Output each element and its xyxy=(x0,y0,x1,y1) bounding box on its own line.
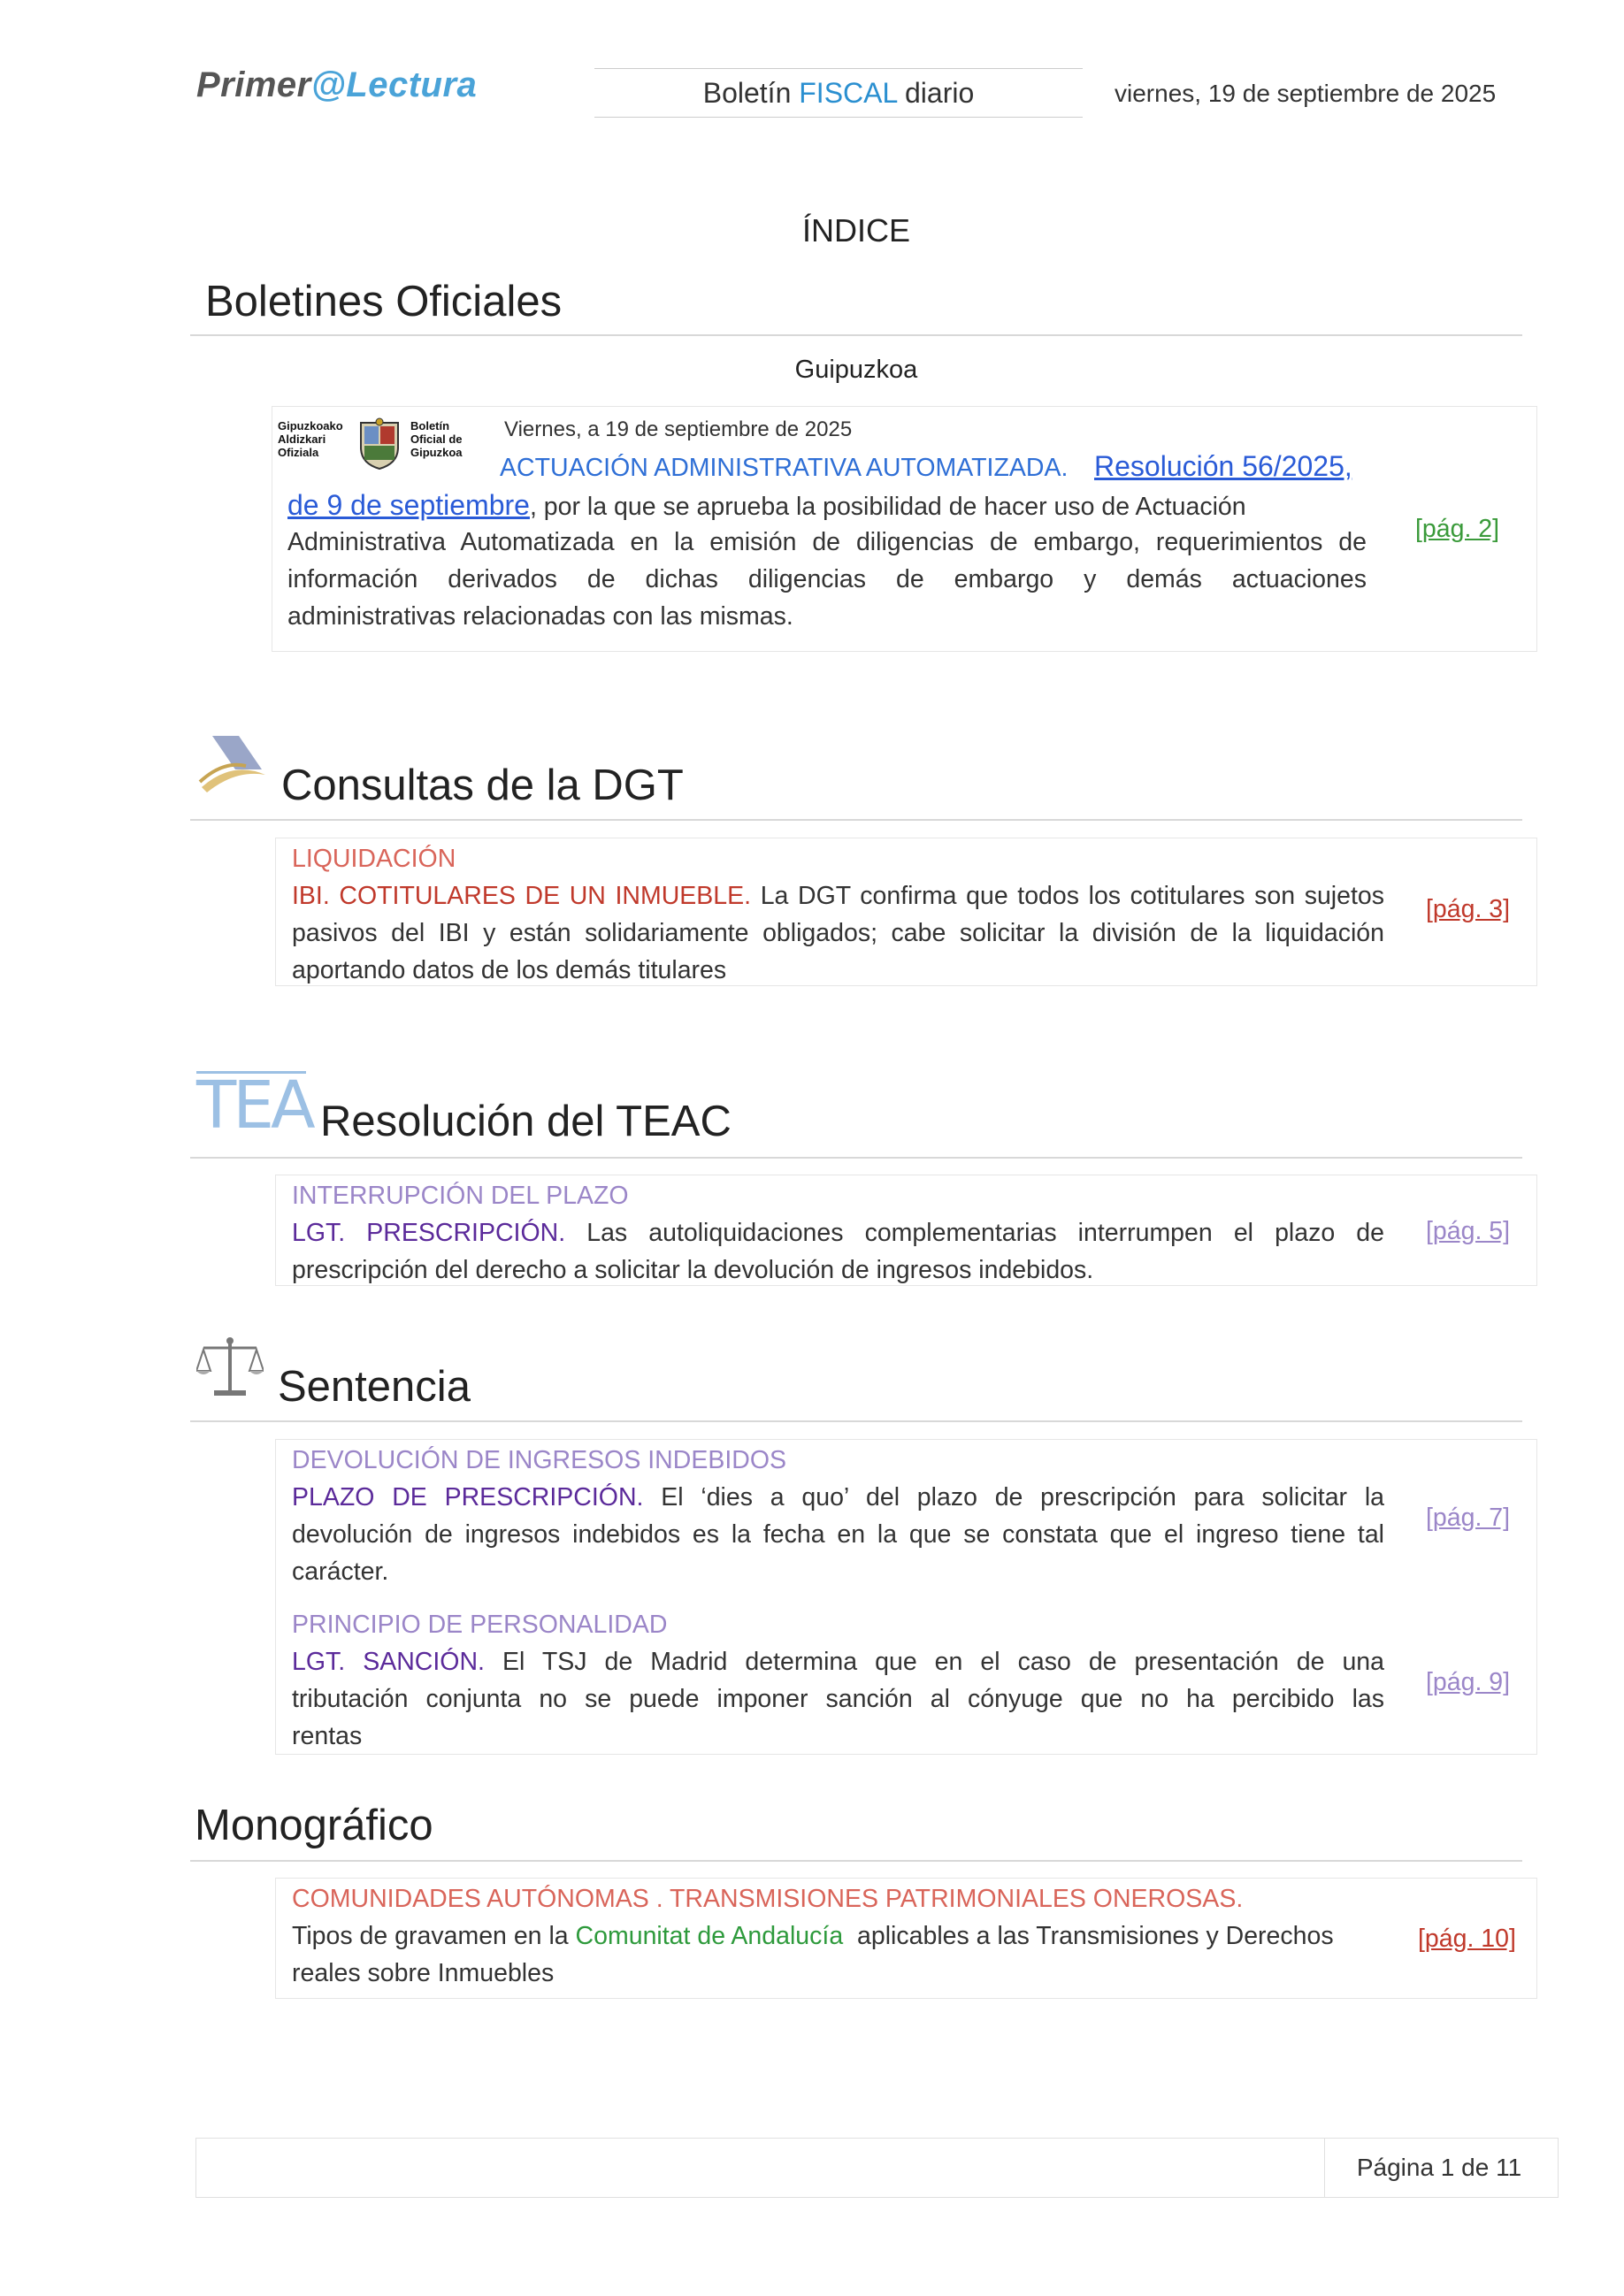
teac-topic: LGT. PRESCRIPCIÓN. xyxy=(292,1219,566,1247)
scales-of-justice-icon xyxy=(196,1336,264,1399)
dgt-category: LIQUIDACIÓN xyxy=(292,845,456,873)
resolucion-link[interactable]: Resolución 56/2025, xyxy=(1094,450,1352,482)
monografico-text-line1 xyxy=(292,1917,1389,1955)
sentencia-1-text-line1 xyxy=(292,1479,1384,1516)
monografico-highlight: Comunitat de Andalucía xyxy=(575,1922,844,1950)
sentencia-topic-2: LGT. SANCIÓN. xyxy=(292,1648,485,1676)
section-rule xyxy=(190,1157,1522,1159)
gipuzkoa-coat-of-arms-icon xyxy=(354,417,405,471)
agencia-tributaria-icon xyxy=(196,734,269,798)
header-title-part2: diario xyxy=(897,77,975,109)
bog-logo-line: Aldizkari xyxy=(278,432,326,446)
header-date: viernes, 19 de septiembre de 2025 xyxy=(1115,80,1497,107)
boletin-text-after-link: , por la que se aprueba la posibilidad de hacer uso de Actuación xyxy=(529,493,1246,521)
section-title-boletines: Boletines Oficiales xyxy=(205,278,563,325)
teac-category: INTERRUPCIÓN DEL PLAZO xyxy=(292,1182,629,1210)
bog-logo-left-text xyxy=(278,419,343,459)
primera-lectura-logo xyxy=(196,65,477,105)
page-number: Página 1 de 11 xyxy=(1356,2154,1522,2181)
dgt-text-line1 xyxy=(292,877,1384,915)
boletin-topic: ACTUACIÓN ADMINISTRATIVA AUTOMATIZADA. xyxy=(500,454,1069,482)
section-rule xyxy=(190,1420,1522,1422)
bog-logo-line: Ofiziala xyxy=(278,446,319,459)
dgt-topic: IBI. COTITULARES DE UN INMUEBLE. xyxy=(292,882,752,910)
teac-text-line1 xyxy=(292,1214,1384,1251)
boletin-text-line4: administrativas relacionadas con las mismas. xyxy=(287,602,793,631)
logo-text-primer: Primer xyxy=(196,65,311,104)
logo-text-lectura: Lectura xyxy=(346,65,478,104)
bog-logo-right-text xyxy=(410,419,463,459)
section-rule xyxy=(190,1860,1522,1862)
section-rule xyxy=(190,334,1522,336)
tea-logo xyxy=(196,1068,312,1144)
monografico-text-before: Tipos de gravamen en la xyxy=(292,1922,576,1950)
sentencia-topic-1: PLAZO DE PRESCRIPCIÓN. xyxy=(292,1483,644,1512)
sentencia-1-text-1: El ‘dies a quo’ del plazo de prescripción para solicitar la xyxy=(643,1483,1384,1512)
sentencia-1-text-line2: devolución de ingresos indebidos es la fecha en la que se constata que el ingreso tiene tal xyxy=(292,1520,1384,1549)
boletin-text-line3: información derivados de dichas diligencias de embargo y demás actuaciones xyxy=(287,565,1367,593)
page-link-teac[interactable]: [pág. 5] xyxy=(1426,1217,1511,1245)
resolucion-link-cont[interactable]: de 9 de septiembre xyxy=(287,489,530,521)
page-link-boletin[interactable]: [pág. 2] xyxy=(1415,515,1500,543)
dgt-text-1: La DGT confirma que todos los cotitulares son sujetos xyxy=(751,882,1384,910)
bog-logo-line: Boletín xyxy=(410,419,450,432)
region-heading: Guipuzkoa xyxy=(794,356,918,384)
dgt-text-line2: pasivos del IBI y están solidariamente obligados; cabe solicitar la división de la liquidación xyxy=(292,919,1384,947)
sentencia-category-2: PRINCIPIO DE PERSONALIDAD xyxy=(292,1611,668,1639)
page-link-sentencia-1[interactable]: [pág. 7] xyxy=(1426,1504,1511,1532)
page-link-dgt[interactable]: [pág. 3] xyxy=(1426,895,1511,923)
bog-logo-line: Gipuzkoako xyxy=(278,419,343,432)
monografico-text-line2: reales sobre Inmuebles xyxy=(292,1959,555,1987)
bog-logo xyxy=(276,417,479,472)
tea-logo-text: TEA xyxy=(196,1068,312,1144)
page-link-sentencia-2[interactable]: [pág. 9] xyxy=(1426,1668,1511,1696)
header-title-fiscal: FISCAL xyxy=(799,77,898,109)
section-title-dgt: Consultas de la DGT xyxy=(281,762,684,809)
bog-logo-line: Gipuzkoa xyxy=(410,446,463,459)
section-title-sentencia: Sentencia xyxy=(278,1363,471,1411)
header-title-part1: Boletín xyxy=(702,77,800,109)
boletin-text-line2: Administrativa Automatizada en la emisión de diligencias de embargo, requerimientos de xyxy=(287,528,1367,556)
sentencia-2-text-line1 xyxy=(292,1643,1384,1680)
bog-date: Viernes, a 19 de septiembre de 2025 xyxy=(504,417,853,441)
sentencia-category-1: DEVOLUCIÓN DE INGRESOS INDEBIDOS xyxy=(292,1446,787,1474)
boletin-text-line1 xyxy=(287,486,1367,525)
teac-text-1: Las autoliquidaciones complementarias interrumpen el plazo de xyxy=(565,1219,1384,1247)
section-title-teac: Resolución del TEAC xyxy=(320,1098,732,1145)
monografico-category: COMUNIDADES AUTÓNOMAS . TRANSMISIONES PATRIMONIALES ONEROSAS. xyxy=(292,1885,1244,1913)
logo-text-at: @ xyxy=(310,65,347,104)
section-rule xyxy=(190,819,1522,821)
sentencia-2-text-line2: tributación conjunta no se puede imponer sanción al cónyuge que no ha percibido las xyxy=(292,1685,1384,1713)
bog-logo-line: Oficial de xyxy=(410,432,463,446)
monografico-text-after: aplicables a las Transmisiones y Derechos xyxy=(843,1922,1334,1950)
sentencia-2-text-line3: rentas xyxy=(292,1722,363,1750)
page-link-monografico[interactable]: [pág. 10] xyxy=(1418,1925,1516,1953)
dgt-text-line3: aportando datos de los demás titulares xyxy=(292,956,727,984)
section-title-monografico: Monográfico xyxy=(195,1802,433,1849)
teac-text-line2: prescripción del derecho a solicitar la devolución de ingresos indebidos. xyxy=(292,1256,1094,1284)
header-title xyxy=(594,68,1083,118)
index-heading: ÍNDICE xyxy=(801,212,910,249)
sentencia-2-text-1: El TSJ de Madrid determina que en el caso de presentación de una xyxy=(484,1648,1385,1676)
sentencia-1-text-line3: carácter. xyxy=(292,1557,389,1586)
